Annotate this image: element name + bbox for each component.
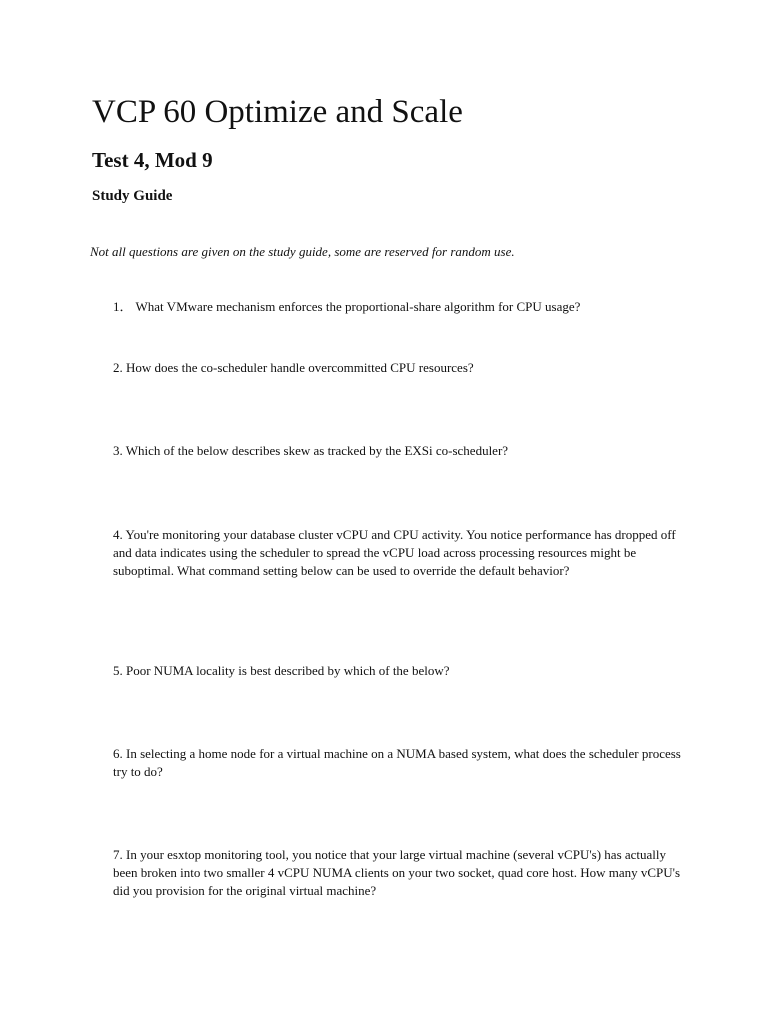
section-label: Study Guide [92, 188, 173, 204]
question-1: 1． What VMware mechanism enforces the proportional-share algorithm for CPU usage? [113, 299, 581, 314]
question-4: 4. You're monitoring your database cluster vCPU and CPU activity. You notice performance has dropped off and data indicates using the scheduler to spread the vCPU load across processing resources might be suboptimal. What command setting below can be used to override the default behavior? [113, 527, 676, 578]
page-title: VCP 60 Optimize and Scale [92, 94, 463, 130]
question-5: 5. Poor NUMA locality is best described by which of the below? [113, 663, 450, 678]
question-3: 3. Which of the below describes skew as tracked by the EXSi co-scheduler? [113, 443, 509, 458]
question-7: 7. In your esxtop monitoring tool, you notice that your large virtual machine (several vCPU's) has actually been broken into two smaller 4 vCPU NUMA clients on your two socket, quad core host. How many vCPU's did you provision for the original virtual machine? [113, 847, 681, 898]
study-guide-note: Not all questions are given on the study guide, some are reserved for random use. [90, 244, 515, 259]
question-6: 6. In selecting a home node for a virtual machine on a NUMA based system, what does the scheduler process try to do? [113, 746, 681, 779]
page-subtitle: Test 4, Mod 9 [92, 148, 213, 172]
question-2: 2. How does the co-scheduler handle overcommitted CPU resources? [113, 360, 474, 375]
